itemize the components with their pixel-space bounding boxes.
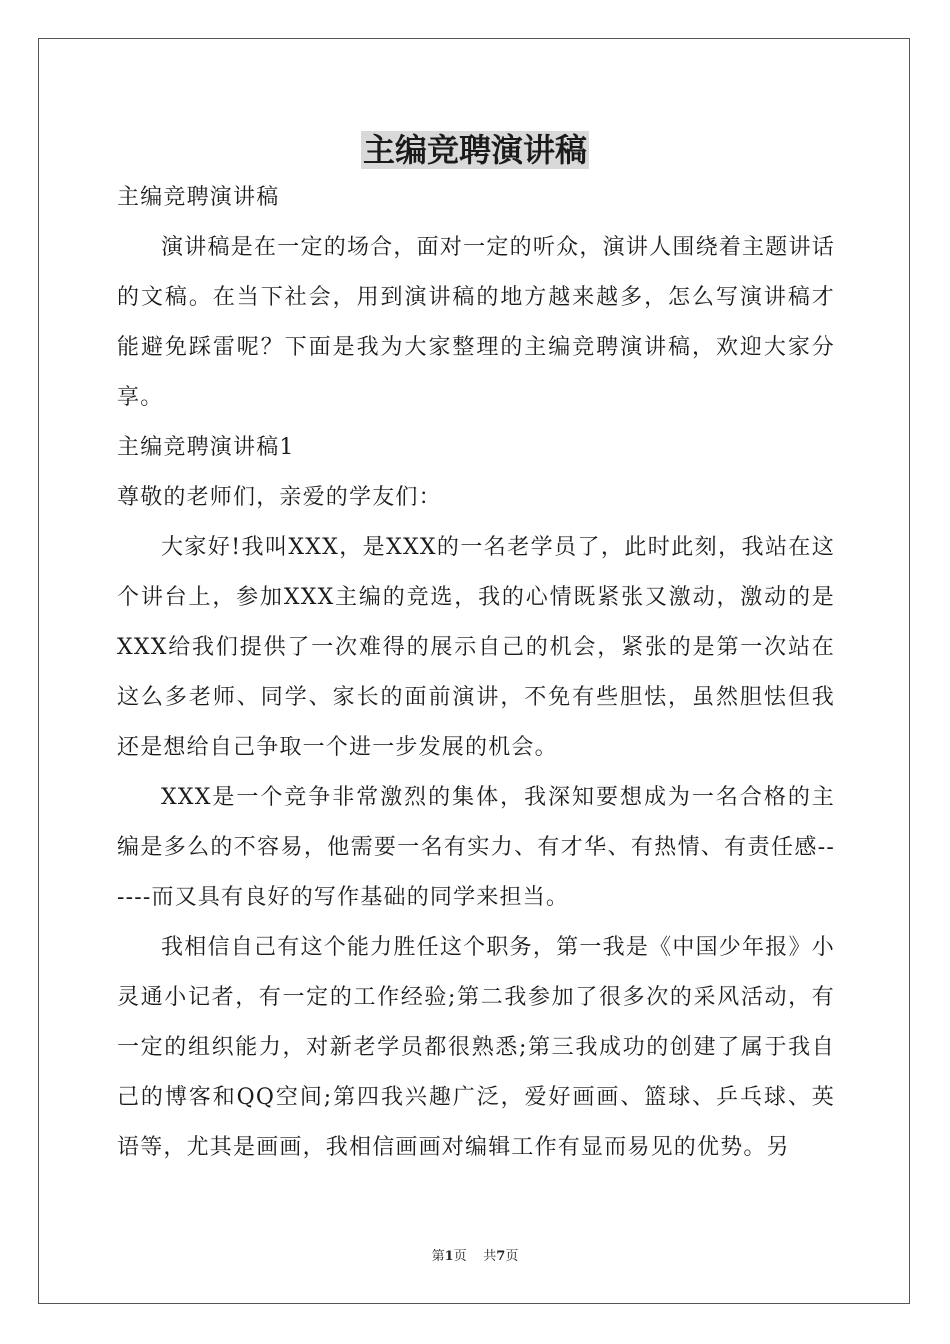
total-suffix: 页 bbox=[505, 1249, 519, 1264]
page-footer bbox=[0, 1248, 950, 1266]
page-prefix: 第 bbox=[431, 1249, 445, 1264]
section-heading: 主编竞聘演讲稿1 bbox=[117, 435, 295, 460]
document-subtitle: 主编竞聘演讲稿 bbox=[117, 185, 280, 210]
body-paragraph-3: 我相信自己有这个能力胜任这个职务，第一我是《中国少年报》小灵通小记者，有一定的工作经验;第二我参加了很多次的采风活动，有一定的组织能力，对新老学员都很熟悉;第三我成功的创建了属于我自己的博客和QQ空间;第四我兴趣广泛，爱好画画、篮球、乒乓球、英语等，尤其是画画，我相信画画对编辑工作有显而易见的优势。另 bbox=[117, 935, 835, 1160]
total-prefix: 共 bbox=[483, 1249, 497, 1264]
document-title-text: 主编竞聘演讲稿 bbox=[362, 131, 587, 169]
salutation: 尊敬的老师们，亲爱的学友们： bbox=[117, 485, 442, 510]
body-paragraph-2: XXX是一个竞争非常激烈的集体，我深知要想成为一名合格的主编是多么的不容易，他需要一名有实力、有才华、有热情、有责任感------而又具有良好的写作基础的同学来担当。 bbox=[117, 785, 835, 910]
intro-paragraph: 演讲稿是在一定的场合，面对一定的听众，演讲人围绕着主题讲话的文稿。在当下社会，用到演讲稿的地方越来越多，怎么写演讲稿才能避免踩雷呢？下面是我为大家整理的主编竞聘演讲稿，欢迎大家分享。 bbox=[117, 235, 835, 410]
document-title bbox=[0, 128, 950, 172]
page-total: 7 bbox=[496, 1249, 506, 1264]
page-suffix: 页 bbox=[453, 1249, 467, 1264]
page-current: 1 bbox=[444, 1249, 454, 1264]
body-paragraph-1: 大家好!我叫XXX，是XXX的一名老学员了，此时此刻，我站在这个讲台上，参加XXX主编的竞选，我的心情既紧张又激动，激动的是XXX给我们提供了一次难得的展示自己的机会，紧张的是第一次站在这么多老师、同学、家长的面前演讲，不免有些胆怯，虽然胆怯但我还是想给自己争取一个进一步发展的机会。 bbox=[117, 535, 835, 760]
